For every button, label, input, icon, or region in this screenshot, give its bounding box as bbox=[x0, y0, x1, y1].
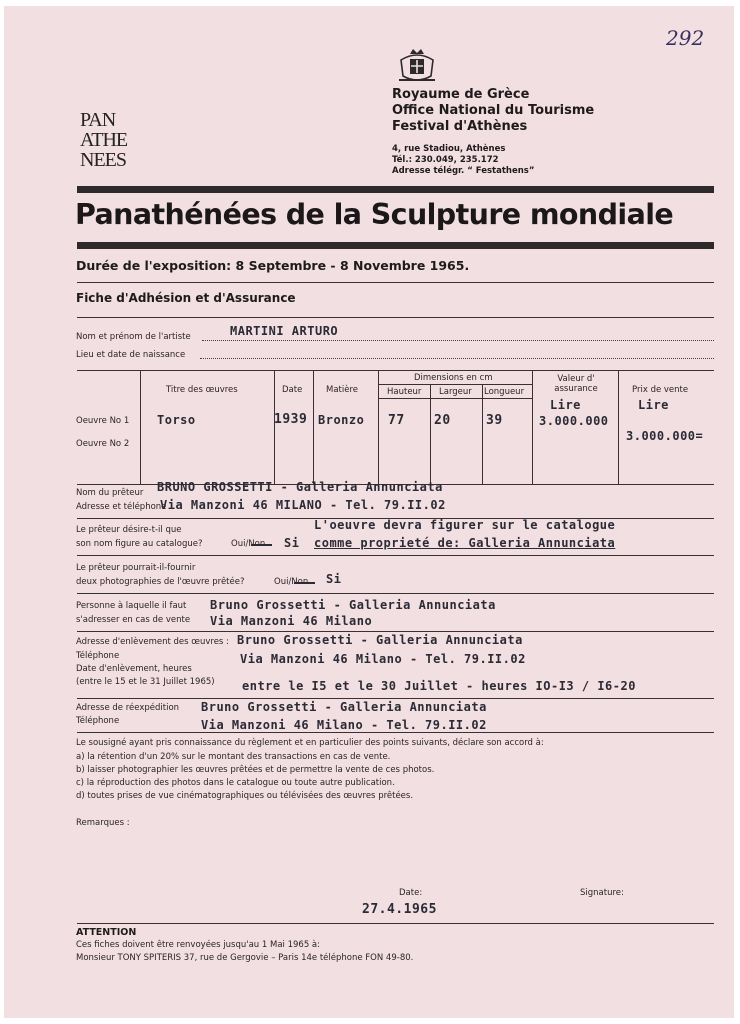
photos-options: Oui/Non bbox=[274, 577, 309, 587]
attention-line-2: Monsieur TONY SPITERIS 37, rue de Gergovie – Paris 14e téléphone FON 49-80. bbox=[76, 953, 414, 963]
main-title: Panathénées de la Sculpture mondiale bbox=[75, 198, 674, 231]
non-strikeout bbox=[294, 582, 315, 584]
row-1-prix[interactable]: 3.000.000= bbox=[626, 429, 704, 443]
col-header-valeur: Valeur d' assurance bbox=[554, 374, 598, 394]
pickup-value-line-1[interactable]: Bruno Grossetti - Galleria Annunciata bbox=[237, 633, 523, 647]
lender-address-label: Adresse et téléphone bbox=[76, 502, 167, 512]
terms-item-c: c) la réproduction des photos dans le catalogue ou toute autre publication. bbox=[76, 778, 395, 788]
col-header-dimensions: Dimensions en cm bbox=[414, 373, 493, 383]
col-header-largeur: Largeur bbox=[439, 387, 472, 397]
col-header-longueur: Longueur bbox=[484, 387, 525, 397]
row-2-label: Oeuvre No 2 bbox=[76, 439, 130, 449]
pickup-value-line-3[interactable]: entre le I5 et le 30 Juillet - heures IO-I3 / I6-20 bbox=[242, 679, 636, 693]
pickup-label-line-2: Téléphone bbox=[76, 651, 120, 661]
catalogue-note-line-2[interactable]: comme proprieté de: Galleria Annunciata bbox=[314, 536, 616, 550]
birth-label: Lieu et date de naissance bbox=[76, 350, 186, 360]
terms-item-b: b) laisser photographier les œuvres prêtées et de permettre la vente de ces photos. bbox=[76, 765, 435, 775]
catalogue-options: Oui/Non bbox=[231, 539, 266, 549]
title-band-top bbox=[77, 186, 714, 193]
pickup-label-line-4: (entre le 15 et le 31 Juillet 1965) bbox=[76, 677, 215, 687]
attention-title: ATTENTION bbox=[76, 927, 137, 938]
title-band-bottom bbox=[77, 242, 714, 249]
pickup-value-line-2[interactable]: Via Manzoni 46 Milano - Tel. 79.II.02 bbox=[240, 652, 526, 666]
form-sheet bbox=[4, 6, 734, 1018]
row-1-hauteur[interactable]: 77 bbox=[388, 413, 405, 428]
artist-value[interactable]: MARTINI ARTURO bbox=[230, 324, 339, 338]
non-strikeout bbox=[251, 544, 272, 546]
exhibition-duration: Durée de l'exposition: 8 Septembre - 8 Novembre 1965. bbox=[76, 258, 470, 273]
col-header-date: Date bbox=[282, 385, 303, 395]
form-title: Fiche d'Adhésion et d'Assurance bbox=[76, 291, 296, 305]
row-1-largeur[interactable]: 20 bbox=[434, 413, 451, 428]
org-address: 4, rue Stadiou, Athènes bbox=[392, 144, 506, 154]
photos-question-line-2: deux photographies de l'œuvre prêtée? bbox=[76, 577, 245, 587]
row-1-matiere[interactable]: Bronzo bbox=[318, 413, 365, 427]
contact-value-line-2[interactable]: Via Manzoni 46 Milano bbox=[210, 614, 373, 628]
valeur-currency: Lire bbox=[550, 398, 581, 412]
lender-name-label: Nom du prêteur bbox=[76, 488, 144, 498]
lender-address-value[interactable]: Via Manzoni 46 MILANO - Tel. 79.II.02 bbox=[160, 498, 446, 512]
org-line-3: Festival d'Athènes bbox=[392, 119, 528, 134]
org-line-2: Office National du Tourisme bbox=[392, 103, 595, 118]
organisation-contact bbox=[392, 144, 534, 177]
photos-question-line-1: Le prêteur pourrait-il-fournir bbox=[76, 563, 196, 573]
photos-answer[interactable]: Si bbox=[326, 572, 342, 586]
contact-label-line-2: s'adresser en cas de vente bbox=[76, 615, 191, 625]
col-header-prix: Prix de vente bbox=[632, 385, 689, 395]
organisation-block bbox=[392, 87, 594, 135]
terms-item-d: d) toutes prises de vue cinématographiques ou télévisées des œuvres prêtées. bbox=[76, 791, 414, 801]
remarks-label: Remarques : bbox=[76, 818, 130, 828]
date-label: Date: bbox=[399, 888, 423, 898]
org-telegr: Adresse télégr. “ Festathens” bbox=[392, 166, 535, 176]
reexp-label-line-1: Adresse de réexpédition bbox=[76, 703, 180, 713]
terms-item-a: a) la rétention d'un 20% sur le montant des transactions en cas de vente. bbox=[76, 752, 391, 762]
pickup-label-line-3: Date d'enlèvement, heures bbox=[76, 664, 192, 674]
col-header-matiere: Matière bbox=[326, 385, 359, 395]
row-1-label: Oeuvre No 1 bbox=[76, 416, 130, 426]
pickup-label-line-1: Adresse d'enlèvement des œuvres : bbox=[76, 637, 229, 647]
row-1-date[interactable]: 1939 bbox=[274, 412, 308, 427]
lender-name-value[interactable]: BRUNO GROSSETTI - Galleria Annunciata bbox=[157, 480, 443, 494]
signature-label: Signature: bbox=[580, 888, 624, 898]
terms-intro: Le sousigné ayant pris connaissance du règlement et en particulier des points suivants, déclare son accord à: bbox=[76, 738, 544, 748]
panathenees-logo bbox=[80, 110, 140, 170]
catalogue-question-line-2: son nom figure au catalogue? bbox=[76, 539, 203, 549]
contact-label-line-1: Personne à laquelle il faut bbox=[76, 601, 187, 611]
col-header-hauteur: Hauteur bbox=[387, 387, 422, 397]
logo-line: PAN bbox=[80, 109, 116, 131]
reexp-label-line-2: Téléphone bbox=[76, 716, 120, 726]
col-header-title: Titre des œuvres bbox=[166, 385, 238, 395]
royal-seal-icon bbox=[395, 46, 439, 86]
logo-line: NEES bbox=[80, 149, 126, 171]
catalogue-answer[interactable]: Si bbox=[284, 536, 300, 550]
logo-line: ATHE bbox=[80, 129, 128, 151]
prix-currency: Lire bbox=[638, 398, 669, 412]
date-value[interactable]: 27.4.1965 bbox=[362, 902, 437, 917]
contact-value-line-1[interactable]: Bruno Grossetti - Galleria Annunciata bbox=[210, 598, 496, 612]
catalogue-note-line-1[interactable]: L'oeuvre devra figurer sur le catalogue bbox=[314, 518, 616, 532]
org-tel: Tél.: 230.049, 235.172 bbox=[392, 155, 499, 165]
page-number: 292 bbox=[666, 26, 705, 50]
row-1-longueur[interactable]: 39 bbox=[486, 413, 503, 428]
reexp-value-line-1[interactable]: Bruno Grossetti - Galleria Annunciata bbox=[201, 700, 487, 714]
attention-line-1: Ces fiches doivent être renvoyées jusqu'au 1 Mai 1965 à: bbox=[76, 940, 321, 950]
row-1-title[interactable]: Torso bbox=[157, 413, 196, 427]
artist-label: Nom et prénom de l'artiste bbox=[76, 332, 191, 342]
row-1-valeur[interactable]: 3.000.000 bbox=[539, 414, 609, 428]
org-line-1: Royaume de Grèce bbox=[392, 87, 530, 102]
reexp-value-line-2[interactable]: Via Manzoni 46 Milano - Tel. 79.II.02 bbox=[201, 718, 487, 732]
catalogue-question-line-1: Le prêteur désire-t-il que bbox=[76, 525, 182, 535]
